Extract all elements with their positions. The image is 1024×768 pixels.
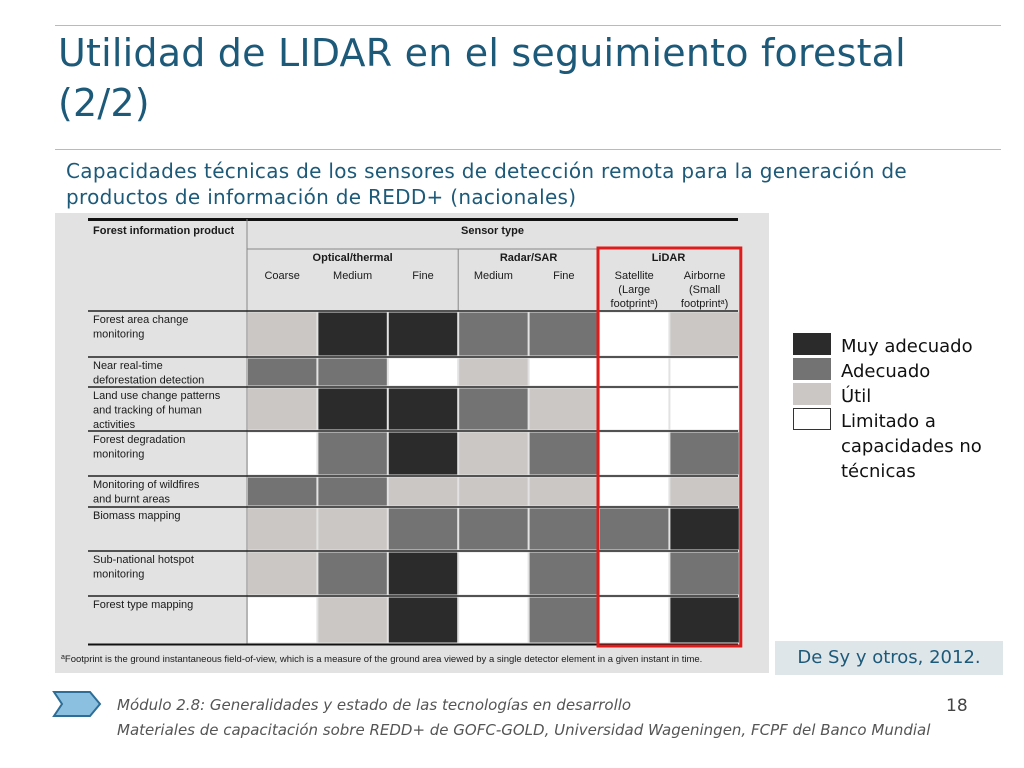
table-cell [389, 478, 457, 506]
table-cell [318, 313, 386, 356]
row-label: and burnt areas [93, 493, 171, 506]
row-label: Biomass mapping [93, 510, 181, 522]
table-cell [248, 389, 316, 430]
table-cell [248, 313, 316, 356]
citation: De Sy y otros, 2012. [775, 641, 1003, 675]
table-cell [530, 553, 598, 595]
column-header: (Large [618, 284, 651, 296]
row-label: monitoring [93, 568, 145, 581]
column-header: Satellite [614, 270, 654, 282]
column-header: Fine [553, 270, 575, 282]
title-underline [55, 149, 1001, 150]
legend-swatch [793, 358, 831, 380]
table-cell [318, 509, 386, 550]
page-number: 18 [946, 696, 968, 716]
table-cell [248, 433, 316, 475]
table-cell [530, 509, 598, 550]
table-cell [670, 433, 738, 475]
legend-item [793, 383, 1018, 408]
table-cell [318, 598, 386, 643]
table-cell [530, 313, 598, 356]
table-cell [459, 478, 527, 506]
header-group-lidar: LiDAR [651, 252, 686, 264]
table-cell [318, 553, 386, 595]
sensor-capability-table-figure [55, 213, 769, 673]
row-label: activities [93, 419, 136, 431]
slide-subtitle: Capacidades técnicas de los sensores de detección remota para la generación de productos de información de REDD+ (nacionales) [66, 159, 907, 209]
legend-label: Útil [841, 386, 872, 407]
legend-label: Muy adecuado [841, 336, 973, 357]
legend-item [793, 408, 1018, 483]
table-cell [248, 478, 316, 506]
row-label: and tracking of human [93, 404, 202, 417]
table-cell [318, 433, 386, 475]
table-cell [670, 478, 738, 506]
slide-title: Utilidad de LIDAR en el seguimiento forestal (2/2) [58, 31, 906, 125]
table-cell [248, 509, 316, 550]
table-cell [248, 598, 316, 643]
table-cell [670, 389, 738, 430]
table-cell [389, 553, 457, 595]
table-cell [318, 478, 386, 506]
column-header: footprint$^a$) [610, 298, 658, 310]
table-cell [530, 359, 598, 386]
table-cell [600, 313, 668, 356]
table-cell [459, 433, 527, 475]
header-group-radar-sar: Radar/SAR [499, 252, 558, 264]
table-cell [459, 598, 527, 643]
header-sensor-type: Sensor type [461, 225, 524, 237]
row-label: Sub-national hotspot [93, 554, 194, 566]
table-cell [389, 313, 457, 356]
table-cell [389, 389, 457, 430]
chevron-arrow-icon [52, 689, 104, 719]
table-cell [248, 359, 316, 386]
column-header: Coarse [264, 270, 300, 282]
row-label: monitoring [93, 328, 145, 341]
table-cell [248, 553, 316, 595]
table-footnote: $^a$Footprint is the ground instantaneous field-of-view, which is a measure of the ground area viewed by a single detector element in a given instant in time. [61, 653, 703, 665]
table-cell [459, 313, 527, 356]
table-cell [459, 553, 527, 595]
table-cell [530, 389, 598, 430]
table-cell [459, 509, 527, 550]
column-header: Medium [333, 270, 373, 282]
table-cell [670, 598, 738, 643]
legend-swatch [793, 408, 831, 430]
table-cell [530, 478, 598, 506]
table-cell [530, 598, 598, 643]
footer-module-text: Módulo 2.8: Generalidades y estado de las tecnologías en desarrollo [117, 696, 632, 714]
row-label: Monitoring of wildfires [93, 479, 200, 491]
column-header: footprint$^a$) [680, 298, 729, 310]
table-cell [389, 598, 457, 643]
column-header: (Small [689, 284, 721, 296]
legend-item [793, 358, 1018, 383]
table-cell [600, 433, 668, 475]
table-cell [389, 359, 457, 386]
legend-item [793, 333, 1018, 358]
table-cell [530, 433, 598, 475]
sensor-capability-table [55, 213, 769, 673]
table-cell [600, 359, 668, 386]
row-label: Forest type mapping [93, 599, 194, 611]
table-cell [670, 359, 738, 386]
footer-credits-text: Materiales de capacitación sobre REDD+ de GOFC-GOLD, Universidad Wageningen, FCPF del Banco Mundial [117, 721, 931, 739]
top-rule [55, 25, 1001, 26]
table-cell [318, 389, 386, 430]
row-label: Land use change patterns [93, 390, 221, 402]
row-label: deforestation detection [93, 374, 205, 387]
legend-swatch [793, 333, 831, 355]
legend-swatch [793, 383, 831, 405]
column-header: Medium [473, 270, 513, 282]
table-cell [600, 553, 668, 595]
row-label: monitoring [93, 448, 145, 461]
table-cell [389, 433, 457, 475]
table-cell [600, 389, 668, 430]
row-label: Forest degradation [93, 434, 186, 446]
legend [793, 333, 1018, 483]
row-label: Forest area change [93, 314, 189, 326]
table-cell [389, 509, 457, 550]
legend-label: Adecuado [841, 361, 931, 382]
column-header: Airborne [683, 270, 726, 282]
header-forest-information-product: Forest information product [93, 225, 235, 237]
column-header: Fine [412, 270, 434, 282]
table-cell [459, 389, 527, 430]
table-cell [670, 509, 738, 550]
table-cell [459, 359, 527, 386]
table-cell [600, 598, 668, 643]
table-cell [600, 509, 668, 550]
legend-label: Limitado a capacidades no técnicas [841, 411, 982, 482]
table-cell [670, 313, 738, 356]
table-cell [670, 553, 738, 595]
row-label: Near real-time [93, 360, 163, 372]
table-cell [318, 359, 386, 386]
header-group-optical-thermal: Optical/thermal [312, 252, 393, 264]
table-cell [600, 478, 668, 506]
